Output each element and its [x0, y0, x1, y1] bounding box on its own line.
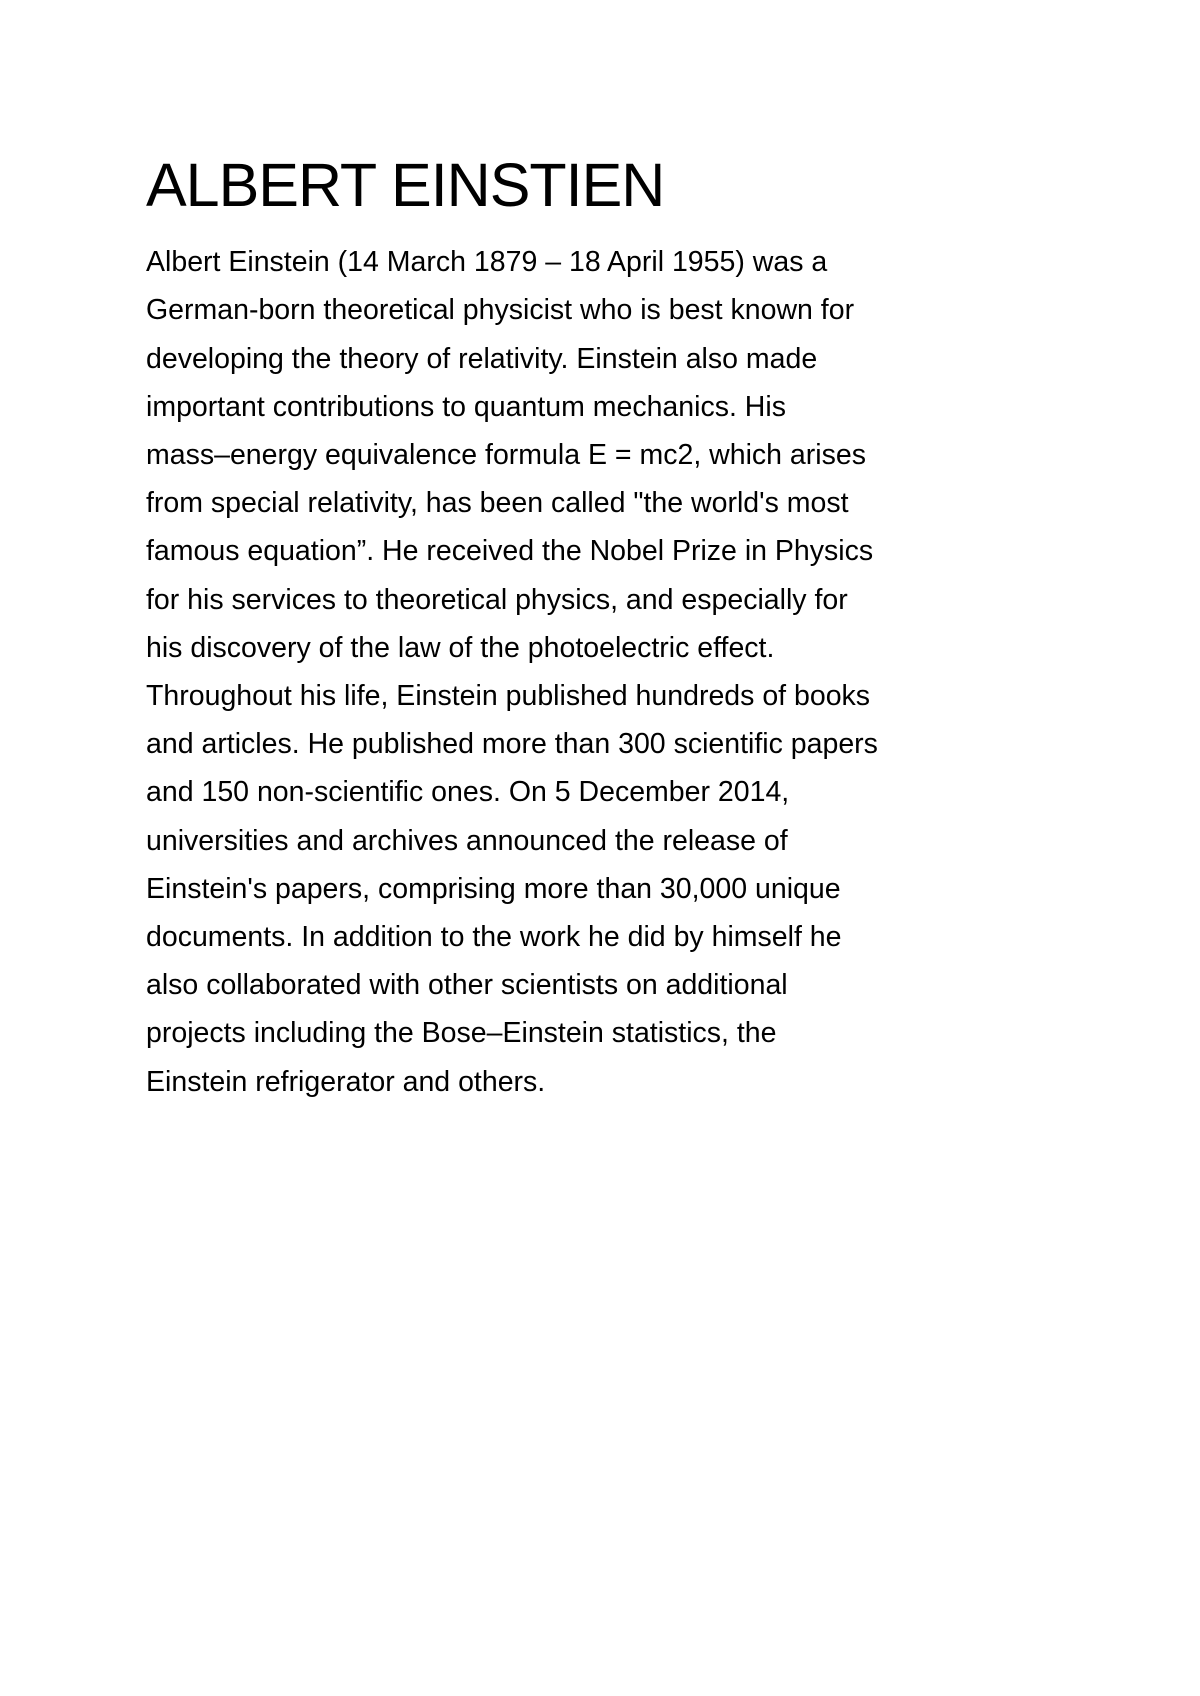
body-line: for his services to theoretical physics, and especially for — [146, 583, 848, 616]
body-line: Einstein refrigerator and others. — [146, 1065, 546, 1098]
body-line: from special relativity, has been called "the world's most — [146, 487, 849, 520]
body-line: developing the theory of relativity. Einstein also made — [146, 342, 818, 375]
body-line: and 150 non-scientific ones. On 5 December 2014, — [146, 776, 790, 809]
body-line: projects including the Bose–Einstein statistics, the — [146, 1017, 777, 1050]
body-line: universities and archives announced the release of — [146, 824, 788, 857]
document-content — [146, 150, 1066, 1106]
body-line: important contributions to quantum mechanics. His — [146, 390, 786, 423]
body-line: his discovery of the law of the photoelectric effect. — [146, 631, 775, 664]
body-line: mass–energy equivalence formula E = mc2, which arises — [146, 438, 866, 471]
body-line: Einstein's papers, comprising more than 30,000 unique — [146, 872, 841, 905]
body-line: documents. In addition to the work he did by himself he — [146, 920, 842, 953]
body-line: famous equation”. He received the Nobel Prize in Physics — [146, 535, 874, 568]
body-line: and articles. He published more than 300 scientific papers — [146, 728, 878, 761]
body-line: Albert Einstein (14 March 1879 – 18 April 1955) was a — [146, 246, 828, 279]
body-paragraph — [146, 238, 1066, 1106]
body-line: also collaborated with other scientists on additional — [146, 969, 788, 1002]
body-line: German-born theoretical physicist who is best known for — [146, 294, 855, 327]
document-title: ALBERT EINSTIEN — [146, 151, 665, 219]
body-line: Throughout his life, Einstein published hundreds of books — [146, 679, 871, 712]
